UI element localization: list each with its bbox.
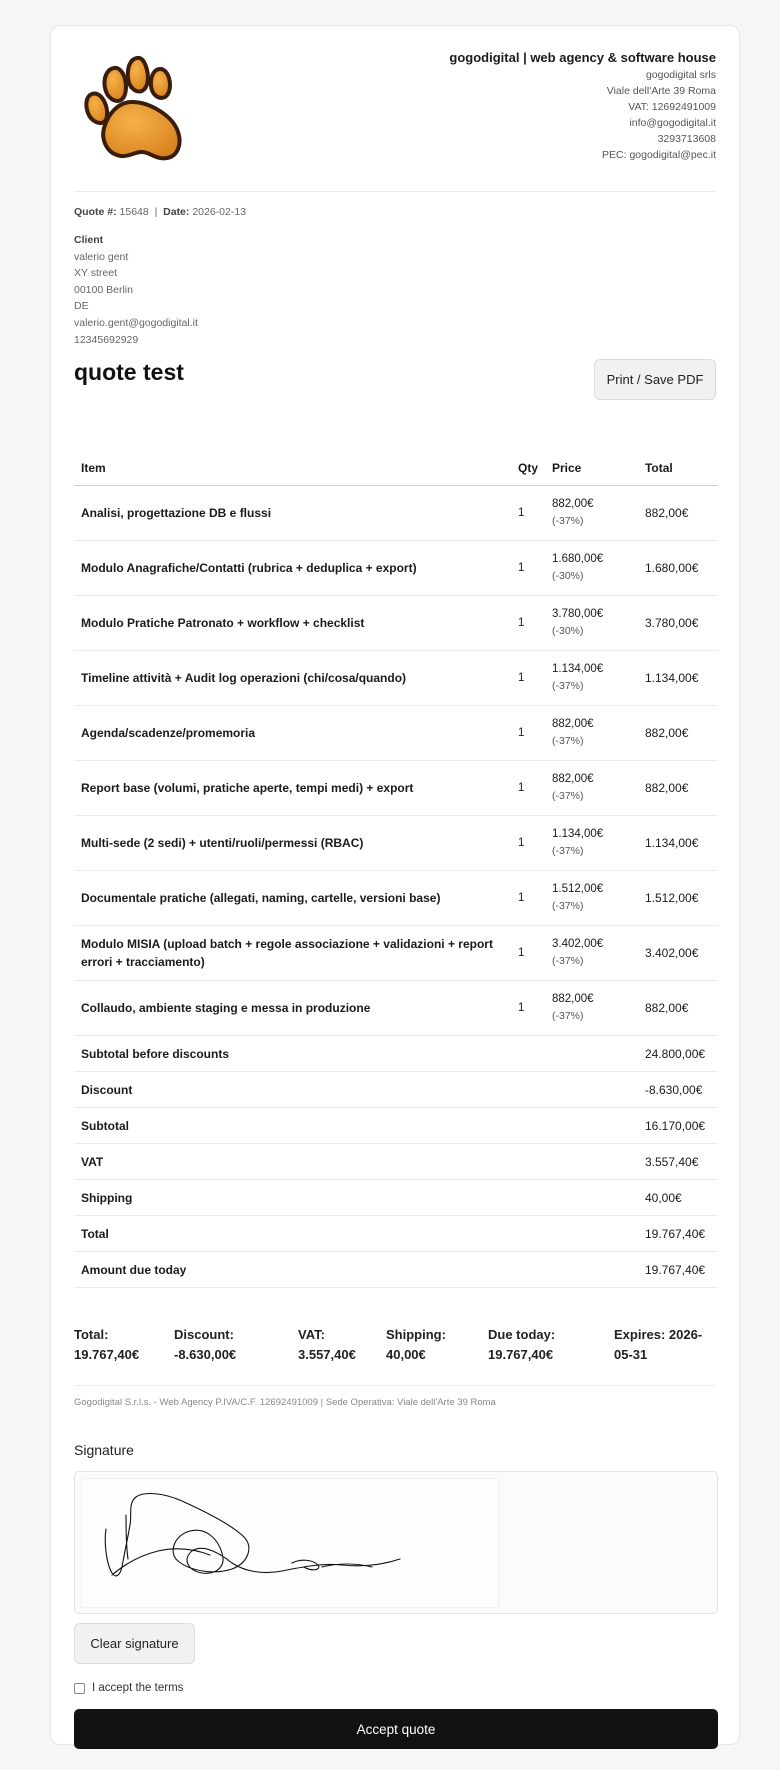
item-total: 882,00€ xyxy=(638,981,718,1036)
item-price: 1.512,00€ xyxy=(552,883,604,895)
summary-expires-label: Expires: 2026- xyxy=(614,1327,703,1342)
totals-row xyxy=(74,1144,718,1180)
item-discount: (-37%) xyxy=(552,900,584,912)
item-discount: (-30%) xyxy=(552,570,584,582)
item-name: Timeline attività + Audit log operazioni (chi/cosa/quando) xyxy=(74,651,511,706)
summary-total xyxy=(74,1325,139,1365)
quote-number: 15648 xyxy=(119,206,149,218)
summary-due xyxy=(488,1325,555,1365)
item-discount: (-37%) xyxy=(552,680,584,692)
totals-value: 3.557,40€ xyxy=(638,1144,718,1180)
item-qty: 1 xyxy=(511,486,545,541)
company-name: gogodigital | web agency & software house xyxy=(449,50,716,65)
item-name: Agenda/scadenze/promemoria xyxy=(74,706,511,761)
client-city: 00100 Berlin xyxy=(74,283,133,296)
signature-drawing xyxy=(82,1479,500,1609)
summary-discount-value: -8.630,00€ xyxy=(174,1347,237,1362)
table-row xyxy=(74,871,718,926)
footer-legal: Gogodigital S.r.l.s. - Web Agency P.IVA/C.F. 12692491009 | Sede Operativa: Viale dell'Arte 39 Roma xyxy=(74,1397,496,1408)
totals-value: 16.170,00€ xyxy=(638,1108,718,1144)
item-total: 3.402,00€ xyxy=(638,926,718,981)
header-price: Price xyxy=(545,450,638,486)
item-discount: (-37%) xyxy=(552,515,584,527)
item-discount: (-37%) xyxy=(552,790,584,802)
item-price-cell xyxy=(545,486,638,541)
item-name: Documentale pratiche (allegati, naming, cartelle, versioni base) xyxy=(74,871,511,926)
item-price-cell xyxy=(545,871,638,926)
table-row xyxy=(74,816,718,871)
company-email: info@gogodigital.it xyxy=(629,117,716,129)
item-qty: 1 xyxy=(511,816,545,871)
signature-canvas[interactable] xyxy=(81,1478,499,1608)
client-phone: 12345692929 xyxy=(74,333,139,346)
items-table xyxy=(74,450,718,1288)
item-name: Analisi, progettazione DB e flussi xyxy=(74,486,511,541)
totals-label: Amount due today xyxy=(74,1252,638,1288)
item-total: 3.780,00€ xyxy=(638,596,718,651)
table-row xyxy=(74,541,718,596)
totals-value: 24.800,00€ xyxy=(638,1036,718,1072)
item-total: 882,00€ xyxy=(638,761,718,816)
totals-label: VAT xyxy=(74,1144,638,1180)
summary-total-label: Total: xyxy=(74,1327,109,1342)
company-phone: 3293713608 xyxy=(657,133,716,145)
totals-value: 19.767,40€ xyxy=(638,1216,718,1252)
header-total: Total xyxy=(638,450,718,486)
totals-label: Shipping xyxy=(74,1180,638,1216)
totals-row xyxy=(74,1216,718,1252)
item-price-cell xyxy=(545,981,638,1036)
item-price: 882,00€ xyxy=(552,718,594,730)
item-name: Collaudo, ambiente staging e messa in produzione xyxy=(74,981,511,1036)
header-divider xyxy=(74,191,716,192)
item-price: 1.134,00€ xyxy=(552,663,604,675)
item-price: 882,00€ xyxy=(552,773,594,785)
summary-due-value: 19.767,40€ xyxy=(488,1347,554,1362)
item-qty: 1 xyxy=(511,651,545,706)
item-price: 882,00€ xyxy=(552,993,594,1005)
summary-vat xyxy=(298,1325,356,1365)
totals-row xyxy=(74,1036,718,1072)
client-email: valerio.gent@gogodigital.it xyxy=(74,316,198,329)
table-row xyxy=(74,486,718,541)
item-price: 1.680,00€ xyxy=(552,553,604,565)
item-price: 3.780,00€ xyxy=(552,608,604,620)
quote-title: quote test xyxy=(74,359,184,385)
item-total: 1.134,00€ xyxy=(638,651,718,706)
company-pec: PEC: gogodigital@pec.it xyxy=(602,149,716,161)
summary-discount xyxy=(174,1325,236,1365)
summary-divider xyxy=(74,1385,716,1386)
table-row xyxy=(74,926,718,981)
summary-due-label: Due today: xyxy=(488,1327,556,1342)
quote-date: 2026-02-13 xyxy=(192,206,247,218)
item-discount: (-37%) xyxy=(552,1010,584,1022)
item-price-cell xyxy=(545,926,638,981)
item-qty: 1 xyxy=(511,926,545,981)
quote-date-label: Date: xyxy=(163,206,190,218)
table-row xyxy=(74,981,718,1036)
item-discount: (-30%) xyxy=(552,625,584,637)
item-price-cell xyxy=(545,541,638,596)
paw-icon xyxy=(74,48,204,178)
table-row xyxy=(74,706,718,761)
totals-row xyxy=(74,1072,718,1108)
item-qty: 1 xyxy=(511,761,545,816)
item-total: 1.512,00€ xyxy=(638,871,718,926)
company-vat: VAT: 12692491009 xyxy=(628,101,716,113)
company-legal-name: gogodigital srls xyxy=(645,69,716,81)
item-price-cell xyxy=(545,651,638,706)
client-block xyxy=(74,232,198,348)
header-item: Item xyxy=(74,450,511,486)
item-name: Modulo Anagrafiche/Contatti (rubrica + deduplica + export) xyxy=(74,541,511,596)
accept-quote-button[interactable]: Accept quote xyxy=(74,1709,718,1749)
item-discount: (-37%) xyxy=(552,845,584,857)
print-save-pdf-button[interactable]: Print / Save PDF xyxy=(594,359,716,400)
item-price-cell xyxy=(545,706,638,761)
totals-label: Subtotal before discounts xyxy=(74,1036,638,1072)
item-total: 1.680,00€ xyxy=(638,541,718,596)
terms-label: I accept the terms xyxy=(92,1682,184,1694)
summary-shipping-value: 40,00€ xyxy=(386,1347,426,1362)
company-address: Viale dell'Arte 39 Roma xyxy=(606,85,716,97)
table-header-row xyxy=(74,450,718,486)
totals-row xyxy=(74,1108,718,1144)
item-total: 882,00€ xyxy=(638,706,718,761)
totals-value: 40,00€ xyxy=(638,1180,718,1216)
item-price: 882,00€ xyxy=(552,498,594,510)
header-qty: Qty xyxy=(511,450,545,486)
terms-checkbox[interactable] xyxy=(74,1682,183,1694)
item-qty: 1 xyxy=(511,981,545,1036)
summary-strip xyxy=(74,1325,718,1385)
totals-label: Subtotal xyxy=(74,1108,638,1144)
item-name: Modulo Pratiche Patronato + workflow + checklist xyxy=(74,596,511,651)
totals-label: Total xyxy=(74,1216,638,1252)
item-qty: 1 xyxy=(511,541,545,596)
meta-separator: | xyxy=(154,206,158,218)
item-price: 3.402,00€ xyxy=(552,938,604,950)
summary-shipping-label: Shipping: xyxy=(386,1327,446,1342)
summary-shipping xyxy=(386,1325,446,1365)
item-price-cell xyxy=(545,761,638,816)
client-name: valerio gent xyxy=(74,250,129,263)
quote-number-label: Quote #: xyxy=(74,206,117,218)
item-price-cell xyxy=(545,596,638,651)
company-info xyxy=(449,49,716,163)
summary-expires-value: 05-31 xyxy=(614,1347,648,1362)
quote-meta xyxy=(74,206,246,218)
table-row xyxy=(74,651,718,706)
totals-value: -8.630,00€ xyxy=(638,1072,718,1108)
client-street: XY street xyxy=(74,267,117,280)
clear-signature-button[interactable]: Clear signature xyxy=(74,1623,195,1664)
item-discount: (-37%) xyxy=(552,955,584,967)
item-price: 1.134,00€ xyxy=(552,828,604,840)
signature-label: Signature xyxy=(74,1442,134,1458)
quote-card xyxy=(50,25,740,1745)
table-row xyxy=(74,761,718,816)
item-qty: 1 xyxy=(511,871,545,926)
item-name: Multi-sede (2 sedi) + utenti/ruoli/permessi (RBAC) xyxy=(74,816,511,871)
summary-total-value: 19.767,40€ xyxy=(74,1347,140,1362)
item-discount: (-37%) xyxy=(552,735,584,747)
table-row xyxy=(74,596,718,651)
totals-row xyxy=(74,1252,718,1288)
item-name: Report base (volumi, pratiche aperte, tempi medi) + export xyxy=(74,761,511,816)
summary-vat-label: VAT: xyxy=(298,1327,325,1342)
totals-value: 19.767,40€ xyxy=(638,1252,718,1288)
summary-vat-value: 3.557,40€ xyxy=(298,1347,356,1362)
item-name: Modulo MISIA (upload batch + regole associazione + validazioni + report errori + tracciamento) xyxy=(74,926,511,981)
item-total: 1.134,00€ xyxy=(638,816,718,871)
totals-row xyxy=(74,1180,718,1216)
item-qty: 1 xyxy=(511,596,545,651)
item-qty: 1 xyxy=(511,706,545,761)
item-price-cell xyxy=(545,816,638,871)
totals-label: Discount xyxy=(74,1072,638,1108)
item-total: 882,00€ xyxy=(638,486,718,541)
client-country: DE xyxy=(74,300,89,313)
signature-pad[interactable] xyxy=(74,1471,718,1614)
summary-expires xyxy=(614,1325,702,1365)
summary-discount-label: Discount: xyxy=(174,1327,234,1342)
checkbox-icon[interactable] xyxy=(74,1683,85,1694)
client-heading: Client xyxy=(74,234,104,246)
